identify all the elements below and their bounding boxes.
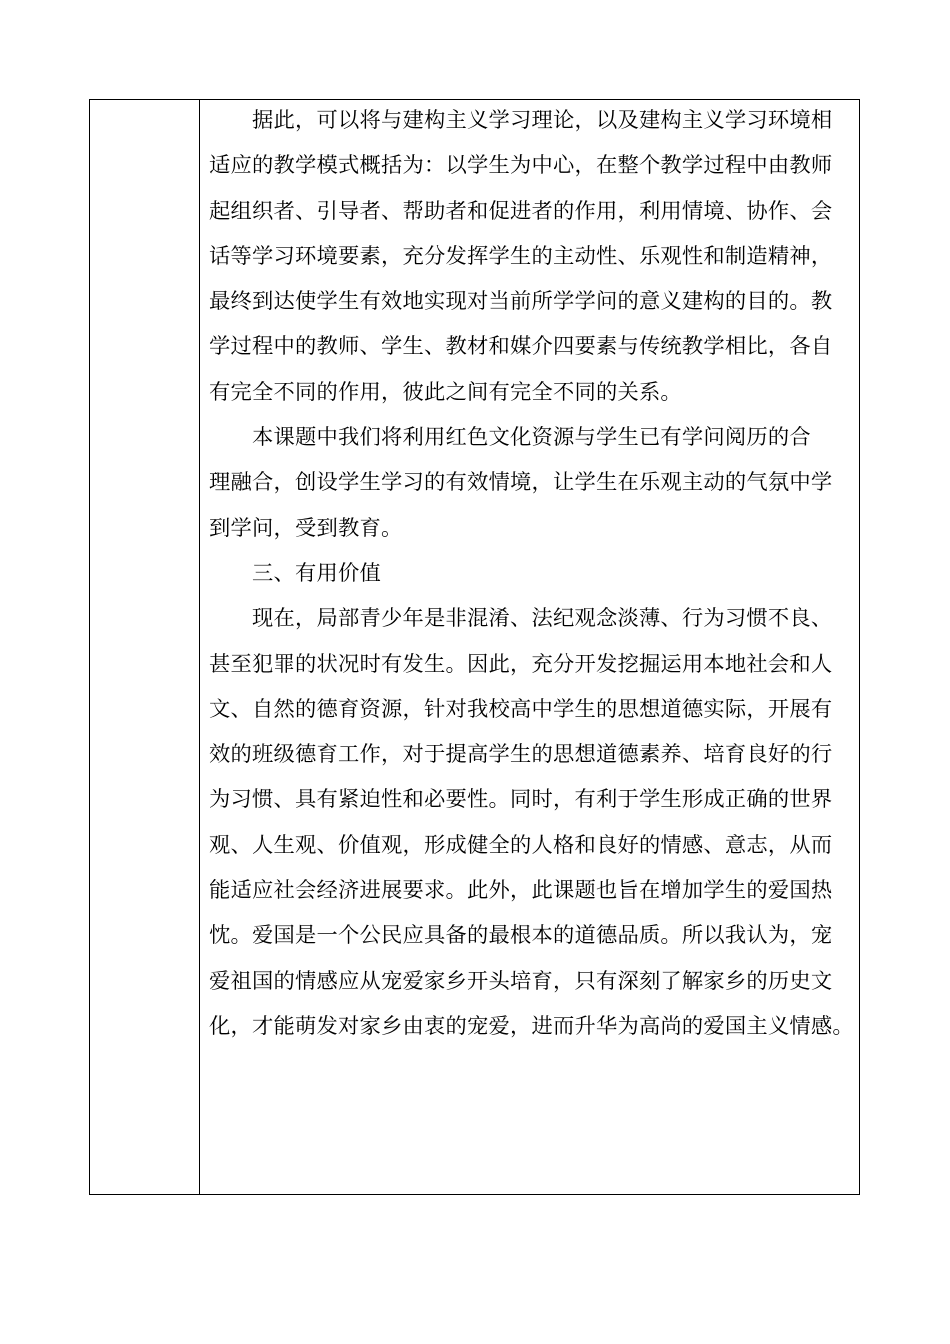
body-text bbox=[209, 100, 859, 1049]
text-line: 学过程中的教师、学生、教材和媒介四要素与传统教学相比，各自 bbox=[209, 334, 833, 360]
text-line: 效的班级德育工作，对于提高学生的思想道德素养、培育良好的行 bbox=[209, 742, 833, 768]
document-table bbox=[89, 99, 860, 1195]
text-line: 三、有用价值 bbox=[209, 560, 381, 586]
text-line: 起组织者、引导者、帮助者和促进者的作用，利用情境、协作、会 bbox=[209, 198, 833, 224]
table-content-cell bbox=[200, 100, 859, 1194]
text-line: 观、人生观、价值观，形成健全的人格和良好的情感、意志，从而 bbox=[209, 832, 833, 858]
text-line: 甚至犯罪的状况时有发生。因此，充分开发挖掘运用本地社会和人 bbox=[209, 651, 833, 677]
text-line: 到学问，受到教育。 bbox=[209, 515, 403, 541]
text-line: 本课题中我们将利用红色文化资源与学生已有学问阅历的合 bbox=[209, 425, 811, 451]
text-line: 化，才能萌发对家乡由衷的宠爱，进而升华为高尚的爱国主义情感。 bbox=[209, 1013, 854, 1039]
text-line: 为习惯、具有紧迫性和必要性。同时，有利于学生形成正确的世界 bbox=[209, 787, 833, 813]
paragraph-red-culture bbox=[209, 415, 859, 551]
text-line: 最终到达使学生有效地实现对当前所学学问的意义建构的目的。教 bbox=[209, 289, 833, 315]
text-line: 据此，可以将与建构主义学习理论，以及建构主义学习环境相 bbox=[209, 108, 833, 133]
paragraph-constructivism bbox=[209, 100, 859, 415]
paragraph-value bbox=[209, 596, 859, 1049]
text-line: 理融合，创设学生学习的有效情境，让学生在乐观主动的气氛中学 bbox=[209, 470, 833, 496]
text-line: 能适应社会经济进展要求。此外，此课题也旨在增加学生的爱国热 bbox=[209, 878, 833, 904]
text-line: 文、自然的德育资源，针对我校高中学生的思想道德实际，开展有 bbox=[209, 696, 833, 722]
text-line: 爱祖国的情感应从宠爱家乡开头培育，只有深刻了解家乡的历史文 bbox=[209, 968, 833, 994]
text-line: 忱。爱国是一个公民应具备的最根本的道德品质。所以我认为，宠 bbox=[209, 923, 833, 949]
paragraph-heading-value bbox=[209, 551, 859, 596]
text-line: 话等学习环境要素，充分发挥学生的主动性、乐观性和制造精神， bbox=[209, 243, 833, 269]
text-line: 有完全不同的作用，彼此之间有完全不同的关系。 bbox=[209, 379, 682, 405]
text-line: 适应的教学模式概括为：以学生为中心，在整个教学过程中由教师 bbox=[209, 153, 833, 179]
table-left-cell bbox=[90, 100, 200, 1194]
text-line: 现在，局部青少年是非混淆、法纪观念淡薄、行为习惯不良、 bbox=[209, 606, 833, 632]
